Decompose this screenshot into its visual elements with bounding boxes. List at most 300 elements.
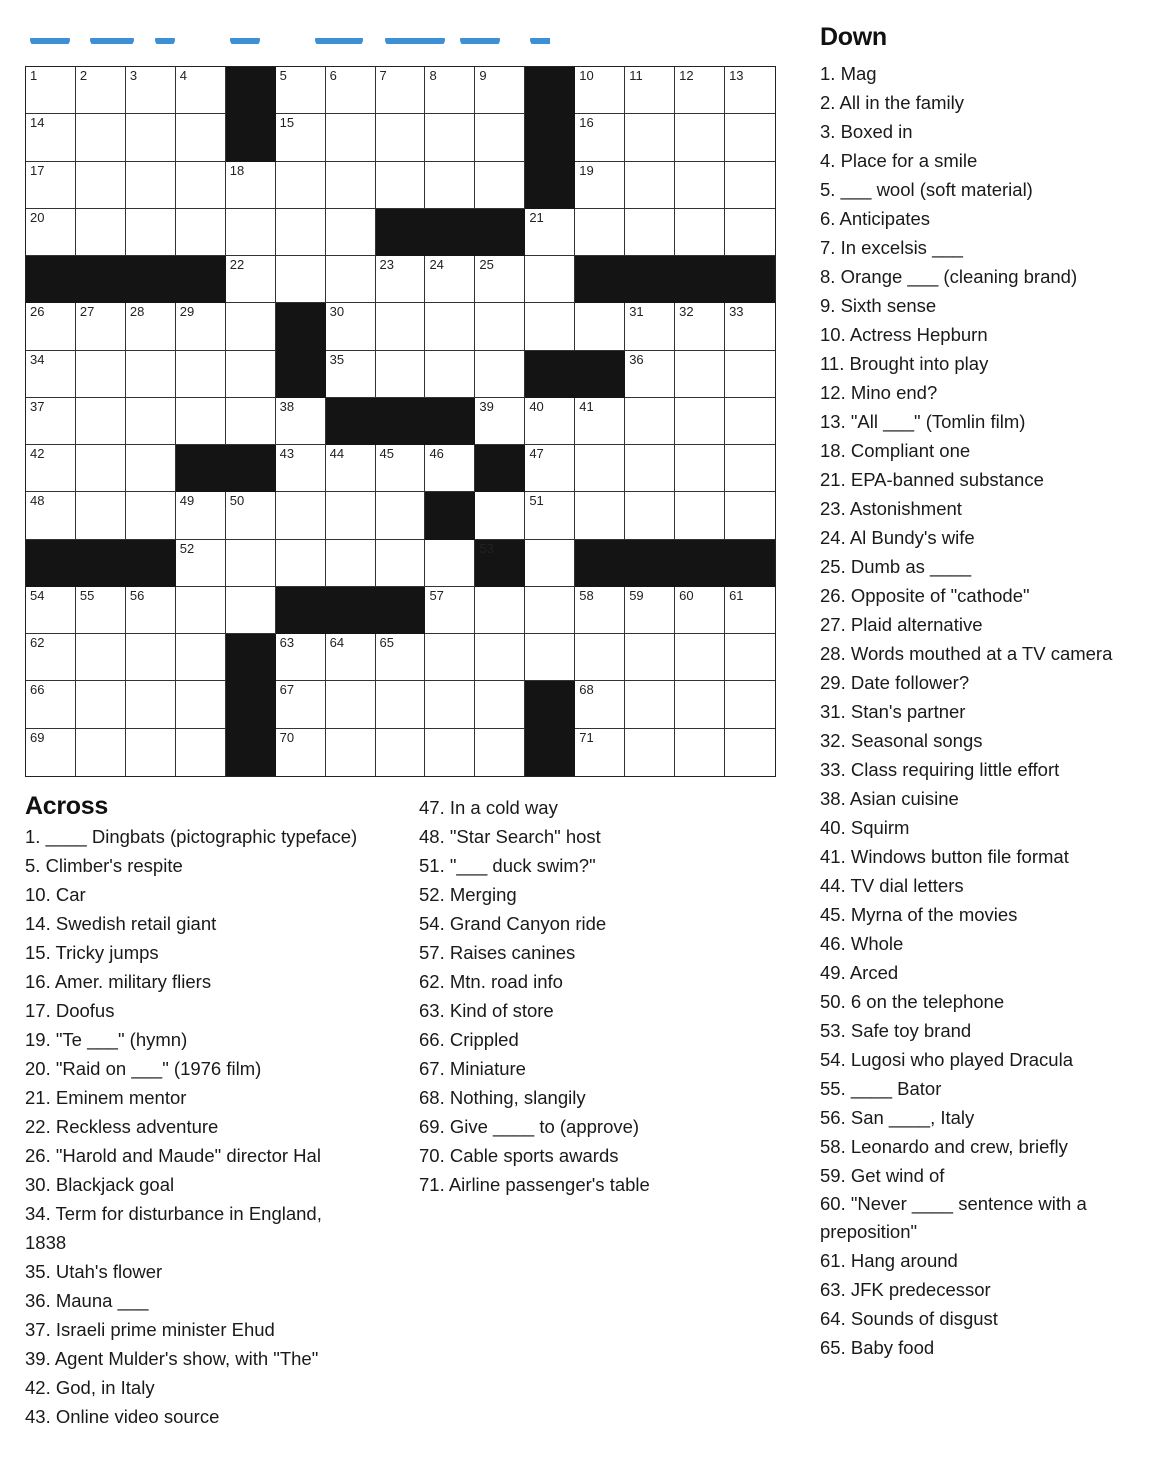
grid-cell[interactable]: [126, 681, 176, 728]
grid-cell[interactable]: [525, 209, 575, 256]
grid-cell[interactable]: [126, 634, 176, 681]
grid-cell[interactable]: [176, 303, 226, 350]
grid-cell[interactable]: [126, 587, 176, 634]
black-square: [276, 351, 326, 398]
grid-cell[interactable]: [425, 587, 475, 634]
clue-item: 53. Safe toy brand: [820, 1020, 972, 1041]
black-square: [226, 67, 276, 114]
grid-cell[interactable]: [326, 351, 376, 398]
grid-cell[interactable]: [376, 681, 426, 728]
grid-cell[interactable]: [625, 162, 675, 209]
clue-number: 1: [30, 68, 38, 83]
clue-item: 43. Online video source: [25, 1406, 220, 1427]
grid-cell[interactable]: [376, 634, 426, 681]
grid-cell[interactable]: [525, 445, 575, 492]
grid-cell[interactable]: [425, 540, 475, 587]
clue-item: 27. Plaid alternative: [820, 614, 983, 635]
black-square: [76, 256, 126, 303]
clue-item: 54. Lugosi who played Dracula: [820, 1049, 1073, 1070]
grid-cell[interactable]: [126, 445, 176, 492]
grid-cell[interactable]: [475, 681, 525, 728]
grid-cell[interactable]: [675, 67, 725, 114]
grid-cell[interactable]: [725, 729, 775, 776]
black-square: [525, 162, 575, 209]
grid-cell[interactable]: [575, 634, 625, 681]
clue-item: 32. Seasonal songs: [820, 730, 983, 751]
grid-cell[interactable]: [26, 351, 76, 398]
grid-cell[interactable]: [425, 162, 475, 209]
grid-cell[interactable]: [26, 634, 76, 681]
clue-item: 16. Amer. military fliers: [25, 971, 212, 992]
clue-number: 20: [30, 209, 45, 225]
grid-cell[interactable]: [26, 729, 76, 776]
black-square: [176, 445, 226, 492]
clue-number: 18: [229, 162, 245, 178]
black-square: [475, 209, 525, 256]
grid-cell[interactable]: [575, 445, 625, 492]
clue-item: 61. Hang around: [820, 1250, 958, 1271]
black-square: [725, 540, 775, 587]
grid-cell[interactable]: [276, 492, 326, 539]
grid-cell[interactable]: [276, 634, 326, 681]
grid-cell[interactable]: [226, 351, 276, 398]
clue-item: 71. Airline passenger's table: [419, 1174, 650, 1195]
clue-item: 21. EPA-banned substance: [820, 469, 1044, 490]
clue-number: 69: [30, 729, 45, 745]
black-square: [376, 209, 426, 256]
grid-cell[interactable]: [176, 209, 226, 256]
grid-cell[interactable]: [26, 587, 76, 634]
grid-cell[interactable]: [475, 587, 525, 634]
clue-item: 9. Sixth sense: [820, 295, 937, 316]
grid-cell[interactable]: [176, 681, 226, 728]
grid-cell[interactable]: [525, 634, 575, 681]
black-square: [226, 729, 276, 776]
grid-cell[interactable]: [425, 67, 475, 114]
grid-cell[interactable]: [26, 681, 76, 728]
clue-item: 5. ___ wool (soft material): [820, 179, 1033, 200]
grid-cell[interactable]: [376, 114, 426, 161]
grid-cell[interactable]: [675, 162, 725, 209]
clue-number: 19: [579, 162, 594, 178]
grid-cell[interactable]: [525, 398, 575, 445]
clue-item: 33. Class requiring little effort: [820, 759, 1060, 780]
grid-cell[interactable]: [376, 67, 426, 114]
clue-number: 39: [479, 398, 494, 414]
clue-item: 44. TV dial letters: [820, 875, 964, 896]
grid-cell[interactable]: [276, 445, 326, 492]
puzzle-title-clipped: [30, 38, 550, 44]
grid-cell[interactable]: [76, 303, 126, 350]
clue-number: 21: [529, 209, 544, 225]
down-heading: Down: [820, 23, 887, 51]
clue-item: 49. Arced: [820, 962, 899, 983]
clue-number: 51: [529, 493, 544, 509]
grid-cell[interactable]: [76, 351, 126, 398]
clue-item: 8. Orange ___ (cleaning brand): [820, 266, 1078, 287]
grid-cell[interactable]: [226, 398, 276, 445]
grid-cell[interactable]: [226, 540, 276, 587]
grid-cell[interactable]: [725, 398, 775, 445]
clue-item: 29. Date follower?: [820, 672, 970, 693]
grid-cell[interactable]: [326, 114, 376, 161]
grid-cell[interactable]: [675, 492, 725, 539]
grid-cell[interactable]: [575, 209, 625, 256]
grid-cell[interactable]: [525, 256, 575, 303]
grid-cell[interactable]: [276, 162, 326, 209]
grid-cell[interactable]: [326, 209, 376, 256]
grid-cell[interactable]: [376, 303, 426, 350]
clue-number: 16: [579, 115, 594, 131]
grid-cell[interactable]: [26, 492, 76, 539]
clue-item: 26. "Harold and Maude" director Hal: [25, 1145, 321, 1166]
grid-cell[interactable]: [76, 67, 126, 114]
grid-cell[interactable]: [176, 398, 226, 445]
grid-cell[interactable]: [575, 681, 625, 728]
clue-number: 53: [479, 540, 494, 556]
clue-item: 1. Mag: [820, 63, 877, 84]
grid-cell[interactable]: [675, 209, 725, 256]
clue-item: 14. Swedish retail giant: [25, 913, 217, 934]
black-square: [376, 587, 426, 634]
clue-number: 50: [229, 493, 245, 509]
clue-number: 22: [229, 257, 245, 273]
clue-item: 59. Get wind of: [820, 1165, 945, 1186]
clue-number: 29: [179, 304, 195, 320]
grid-cell[interactable]: [625, 492, 675, 539]
grid-cell[interactable]: [226, 256, 276, 303]
grid-cell[interactable]: [126, 209, 176, 256]
grid-cell[interactable]: [276, 67, 326, 114]
grid-cell[interactable]: [725, 681, 775, 728]
clue-number: 46: [429, 446, 444, 462]
clue-item: 42. God, in Italy: [25, 1377, 155, 1398]
clue-item: 51. "___ duck swim?": [419, 855, 596, 876]
clue-number: 61: [729, 587, 744, 603]
grid-cell[interactable]: [675, 681, 725, 728]
grid-cell[interactable]: [625, 209, 675, 256]
grid-cell[interactable]: [675, 634, 725, 681]
down-clue-list: [820, 59, 1120, 1362]
clue-item: 17. Doofus: [25, 1000, 115, 1021]
grid-cell[interactable]: [475, 256, 525, 303]
grid-cell[interactable]: [276, 540, 326, 587]
black-square: [276, 303, 326, 350]
grid-cell[interactable]: [76, 492, 126, 539]
clue-item: 65. Baby food: [820, 1337, 935, 1358]
grid-cell[interactable]: [675, 398, 725, 445]
grid-cell[interactable]: [126, 303, 176, 350]
clue-number: 47: [529, 446, 544, 462]
clue-number: 36: [629, 351, 644, 367]
grid-cell[interactable]: [376, 492, 426, 539]
clue-number: 15: [279, 115, 295, 131]
black-square: [76, 540, 126, 587]
clue-number: 48: [30, 493, 45, 509]
clue-item: 41. Windows button file format: [820, 846, 1069, 867]
grid-cell[interactable]: [675, 445, 725, 492]
grid-cell[interactable]: [126, 398, 176, 445]
clue-item: 5. Climber's respite: [25, 855, 183, 876]
clue-number: 33: [729, 304, 744, 320]
grid-cell[interactable]: [425, 634, 475, 681]
clue-number: 58: [579, 587, 594, 603]
grid-cell[interactable]: [226, 162, 276, 209]
black-square: [725, 256, 775, 303]
grid-cell[interactable]: [26, 114, 76, 161]
grid-cell[interactable]: [725, 351, 775, 398]
grid-cell[interactable]: [725, 209, 775, 256]
grid-cell[interactable]: [425, 729, 475, 776]
grid-cell[interactable]: [525, 540, 575, 587]
grid-cell[interactable]: [176, 492, 226, 539]
clue-item: 26. Opposite of "cathode": [820, 585, 1030, 606]
grid-cell[interactable]: [176, 351, 226, 398]
grid-cell[interactable]: [76, 162, 126, 209]
grid-cell[interactable]: [675, 114, 725, 161]
black-square: [176, 256, 226, 303]
clue-item: 70. Cable sports awards: [419, 1145, 619, 1166]
grid-cell[interactable]: [675, 303, 725, 350]
grid-cell[interactable]: [176, 540, 226, 587]
grid-cell[interactable]: [675, 587, 725, 634]
grid-cell[interactable]: [376, 540, 426, 587]
grid-cell[interactable]: [326, 303, 376, 350]
grid-cell[interactable]: [326, 540, 376, 587]
clue-number: 11: [629, 68, 643, 83]
grid-cell[interactable]: [176, 67, 226, 114]
grid-cell[interactable]: [376, 351, 426, 398]
grid-cell[interactable]: [176, 162, 226, 209]
black-square: [226, 634, 276, 681]
grid-cell[interactable]: [326, 492, 376, 539]
grid-cell[interactable]: [425, 114, 475, 161]
black-square: [326, 398, 376, 445]
grid-cell[interactable]: [176, 114, 226, 161]
grid-cell[interactable]: [326, 445, 376, 492]
grid-cell[interactable]: [26, 445, 76, 492]
grid-cell[interactable]: [126, 114, 176, 161]
clue-item: 18. Compliant one: [820, 440, 971, 461]
clue-number: 52: [179, 540, 195, 556]
grid-cell[interactable]: [475, 303, 525, 350]
clue-item: 63. JFK predecessor: [820, 1279, 991, 1300]
grid-cell[interactable]: [625, 634, 675, 681]
grid-cell[interactable]: [276, 209, 326, 256]
black-square: [575, 540, 625, 587]
black-square: [575, 256, 625, 303]
grid-cell[interactable]: [625, 729, 675, 776]
grid-cell[interactable]: [226, 209, 276, 256]
grid-cell[interactable]: [525, 587, 575, 634]
clue-item: 46. Whole: [820, 933, 904, 954]
clue-item: 23. Astonishment: [820, 498, 962, 519]
grid-cell[interactable]: [625, 398, 675, 445]
clue-item: 2. All in the family: [820, 92, 964, 113]
grid-cell[interactable]: [725, 303, 775, 350]
grid-cell[interactable]: [276, 398, 326, 445]
grid-cell[interactable]: [725, 634, 775, 681]
grid-cell[interactable]: [76, 681, 126, 728]
black-square: [575, 351, 625, 398]
grid-cell[interactable]: [475, 351, 525, 398]
grid-cell[interactable]: [126, 162, 176, 209]
grid-cell[interactable]: [475, 67, 525, 114]
grid-cell[interactable]: [425, 256, 475, 303]
grid-cell[interactable]: [525, 492, 575, 539]
clue-number: 6: [329, 68, 337, 83]
clue-number: 5: [279, 68, 287, 83]
grid-cell[interactable]: [575, 162, 625, 209]
clue-number: 41: [579, 398, 594, 414]
grid-cell[interactable]: [76, 114, 126, 161]
grid-cell[interactable]: [376, 256, 426, 303]
grid-cell[interactable]: [276, 729, 326, 776]
clue-number: 60: [679, 587, 694, 603]
clue-item: 52. Merging: [419, 884, 517, 905]
clue-item: 3. Boxed in: [820, 121, 913, 142]
black-square: [26, 540, 76, 587]
grid-cell[interactable]: [76, 209, 126, 256]
clue-item: 56. San ____, Italy: [820, 1107, 975, 1128]
grid-cell[interactable]: [76, 445, 126, 492]
grid-cell[interactable]: [475, 634, 525, 681]
grid-cell[interactable]: [376, 729, 426, 776]
grid-cell[interactable]: [625, 67, 675, 114]
grid-cell[interactable]: [475, 729, 525, 776]
grid-cell[interactable]: [475, 114, 525, 161]
clue-item: 34. Term for disturbance in England,: [25, 1203, 322, 1224]
grid-cell[interactable]: [26, 67, 76, 114]
clue-number: 45: [379, 446, 394, 462]
grid-cell[interactable]: [76, 634, 126, 681]
grid-cell[interactable]: [176, 587, 226, 634]
clue-number: 44: [329, 446, 345, 462]
grid-cell[interactable]: [326, 67, 376, 114]
grid-cell[interactable]: [276, 114, 326, 161]
clue-number: 38: [279, 398, 295, 414]
grid-cell[interactable]: [176, 634, 226, 681]
clue-number: 67: [279, 682, 295, 698]
grid-cell[interactable]: [575, 587, 625, 634]
grid-cell[interactable]: [376, 162, 426, 209]
clue-number: 59: [629, 587, 644, 603]
grid-cell[interactable]: [76, 729, 126, 776]
grid-cell[interactable]: [625, 445, 675, 492]
grid-cell[interactable]: [26, 303, 76, 350]
black-square: [425, 398, 475, 445]
grid-cell[interactable]: [326, 681, 376, 728]
clue-item: 6. Anticipates: [820, 208, 931, 229]
grid-cell[interactable]: [625, 114, 675, 161]
black-square: [675, 256, 725, 303]
grid-cell[interactable]: [126, 729, 176, 776]
clue-number: 12: [679, 68, 694, 83]
black-square: [525, 114, 575, 161]
grid-cell[interactable]: [176, 729, 226, 776]
grid-cell[interactable]: [625, 303, 675, 350]
grid-cell[interactable]: [425, 445, 475, 492]
black-square: [226, 445, 276, 492]
grid-cell[interactable]: [26, 398, 76, 445]
grid-cell[interactable]: [625, 351, 675, 398]
clue-item: 1838: [25, 1232, 67, 1253]
grid-cell[interactable]: [575, 67, 625, 114]
grid-cell[interactable]: [26, 209, 76, 256]
grid-cell[interactable]: [575, 492, 625, 539]
clue-item: 69. Give ____ to (approve): [419, 1116, 640, 1137]
grid-cell[interactable]: [376, 445, 426, 492]
grid-cell[interactable]: [475, 492, 525, 539]
grid-cell[interactable]: [276, 256, 326, 303]
clue-number: 54: [30, 587, 45, 603]
clue-number: 24: [429, 257, 444, 273]
grid-cell[interactable]: [475, 398, 525, 445]
grid-cell[interactable]: [26, 162, 76, 209]
grid-cell[interactable]: [725, 67, 775, 114]
grid-cell[interactable]: [725, 114, 775, 161]
grid-cell[interactable]: [276, 681, 326, 728]
clue-item: 50. 6 on the telephone: [820, 991, 1005, 1012]
grid-cell[interactable]: [425, 303, 475, 350]
grid-cell[interactable]: [575, 729, 625, 776]
clue-item: 31. Stan's partner: [820, 701, 966, 722]
grid-cell[interactable]: [475, 162, 525, 209]
black-square: [525, 351, 575, 398]
black-square: [326, 587, 376, 634]
grid-cell[interactable]: [76, 587, 126, 634]
clue-number: 34: [30, 351, 45, 367]
grid-cell[interactable]: [725, 492, 775, 539]
clue-item: 45. Myrna of the movies: [820, 904, 1018, 925]
grid-cell[interactable]: [525, 303, 575, 350]
clue-item: 48. "Star Search" host: [419, 826, 601, 847]
grid-cell[interactable]: [625, 681, 675, 728]
clue-number: 23: [379, 257, 394, 273]
clue-number: 55: [79, 587, 95, 603]
grid-cell[interactable]: [76, 398, 126, 445]
clue-number: 28: [129, 304, 145, 320]
grid-cell[interactable]: [326, 162, 376, 209]
grid-cell[interactable]: [425, 351, 475, 398]
grid-cell[interactable]: [326, 729, 376, 776]
clue-item: 57. Raises canines: [419, 942, 576, 963]
grid-cell[interactable]: [226, 492, 276, 539]
grid-cell[interactable]: [725, 587, 775, 634]
grid-cell[interactable]: [126, 67, 176, 114]
grid-cell[interactable]: [226, 587, 276, 634]
grid-cell[interactable]: [575, 398, 625, 445]
grid-cell[interactable]: [425, 681, 475, 728]
grid-cell[interactable]: [675, 729, 725, 776]
grid-cell[interactable]: [575, 114, 625, 161]
grid-cell[interactable]: [326, 256, 376, 303]
grid-cell[interactable]: [126, 492, 176, 539]
grid-cell[interactable]: [575, 303, 625, 350]
grid-cell[interactable]: [675, 351, 725, 398]
grid-cell[interactable]: [625, 587, 675, 634]
grid-cell[interactable]: [725, 445, 775, 492]
clue-number: 56: [129, 587, 145, 603]
clue-item: 28. Words mouthed at a TV camera: [820, 643, 1113, 664]
clue-number: 25: [479, 257, 494, 273]
clue-item: 24. Al Bundy's wife: [820, 527, 975, 548]
grid-cell[interactable]: [126, 351, 176, 398]
grid-cell[interactable]: [326, 634, 376, 681]
black-square: [525, 681, 575, 728]
grid-cell[interactable]: [725, 162, 775, 209]
grid-cell[interactable]: [226, 303, 276, 350]
